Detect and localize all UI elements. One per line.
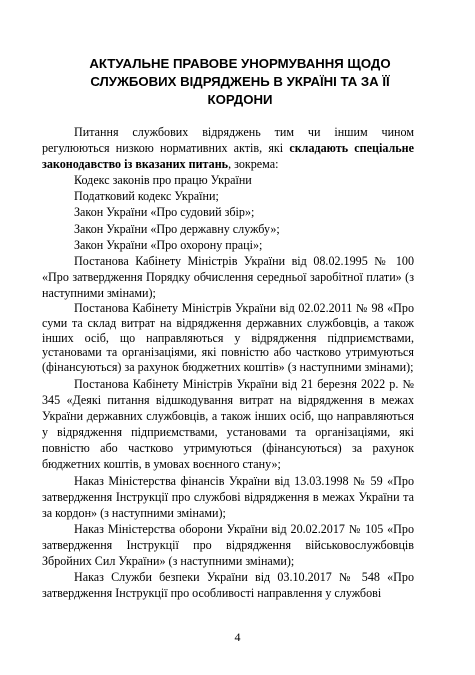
act-paragraph-cmu-98: Постанова Кабінету Міністрів України від 02.02.2011 № 98 «Про суми та склад витрат на відрядження державних службовців, а також інших осіб, що направляються у відрядження підприємствами, установами та організаціями, які повністю або частково утримуються (фінансуються) за рахунок бюджетних коштів» (з наступними змінами); — [42, 301, 414, 375]
intro-paragraph — [42, 124, 414, 172]
page-number: 4 — [234, 630, 241, 644]
act-paragraph-mod-105: Наказ Міністерства оборони України від 20.02.2017 № 105 «Про затвердження Інструкції про відрядження військовослужбовців Збройних Сил України» (з наступними змінами); — [42, 521, 414, 569]
act-paragraph-sbu-548: Наказ Служби безпеки України від 03.10.2017 № 548 «Про затвердження Інструкції про особливості направлення у службові — [42, 570, 414, 601]
document-body — [42, 124, 414, 601]
act-paragraph-mof-59: Наказ Міністерства фінансів України від 13.03.1998 № 59 «Про затвердження Інструкції про службові відрядження в межах України та за кордон» (з наступними змінами); — [42, 473, 414, 520]
act-paragraph-cmu-345: Постанова Кабінету Міністрів України від 21 березня 2022 р. № 345 «Деякі питання відшкодування витрат на відрядження в межах України державних службовців, а також інших осіб, що направляються у відрядження підприємствами, установами та організаціями, які повністю або частково утримуються (фінансуються) за рахунок бюджетних коштів, в умовах воєнного стану»; — [42, 377, 414, 472]
act-paragraph-cmu-100: Постанова Кабінету Міністрів України від 08.02.1995 № 100 «Про затвердження Порядку обчислення середньої заробітної плати» (з наступними змінами); — [42, 253, 414, 300]
document-title: АКТУАЛЬНЕ ПРАВОВЕ УНОРМУВАННЯ ЩОДО СЛУЖБОВИХ ВІДРЯДЖЕНЬ В УКРАЇНІ ТА ЗА ЇЇ КОРДОНИ — [89, 56, 391, 107]
law-item-court-fee: Закон України «Про судовий збір»; — [74, 205, 255, 220]
law-item-labor-protection: Закон України «Про охорону праці»; — [74, 237, 263, 252]
intro-text: Питання службових відряджень тим чи іншим чином регулюються низкою нормативних актів, які — [42, 125, 414, 156]
intro-emphasis: складають спеціальне законодавство із вказаних питань — [42, 141, 414, 172]
intro-text-end: , зокрема: — [228, 157, 279, 172]
law-item-civil-service: Закон України «Про державну службу»; — [74, 221, 280, 236]
law-item-tax-code: Податковий кодекс України; — [74, 189, 219, 204]
law-item-labor-code: Кодекс законів про працю України — [74, 173, 252, 188]
